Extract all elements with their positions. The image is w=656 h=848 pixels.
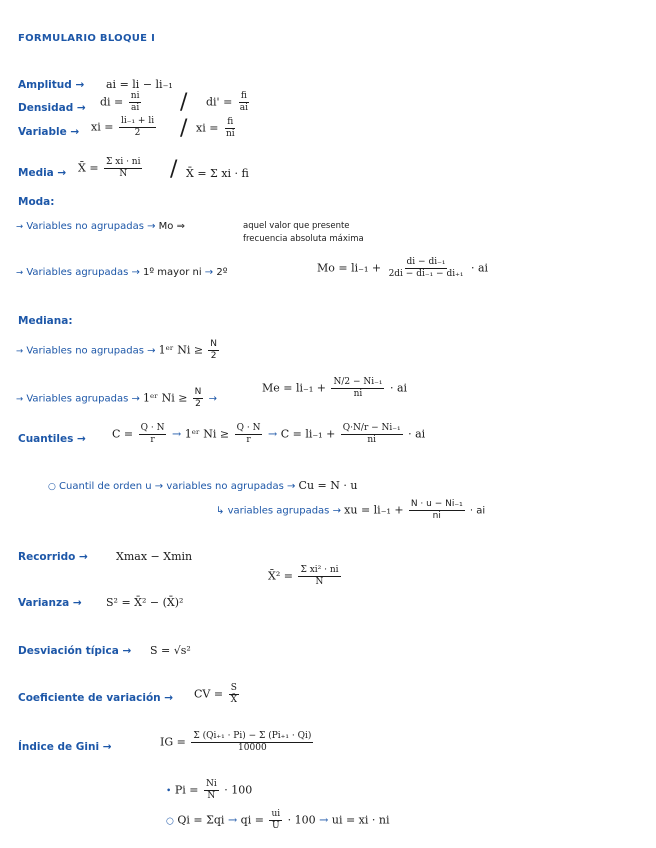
gini-q-den: U — [272, 821, 280, 831]
varianza-label-text: Varianza — [18, 597, 70, 609]
coeficiente-lhs: CV = — [194, 687, 224, 701]
cuantiles-c-den: r — [150, 435, 155, 445]
coeficiente-fraction — [229, 684, 239, 705]
moda-agrupadas-label: Variables agrupadas — [26, 267, 129, 278]
recorrido-label: Recorrido → — [18, 551, 88, 563]
x2-lhs: X̄² = — [268, 569, 293, 583]
variable-formula — [91, 117, 158, 138]
moda-mo-fraction — [387, 258, 466, 279]
gini-label-text: Índice de Gini — [18, 741, 100, 753]
gini-p-tail: · 100 — [224, 783, 253, 797]
slash-divider: / — [180, 116, 188, 141]
mediana-no-agrupadas-num: N — [210, 339, 218, 349]
coeficiente-label-text: Coeficiente de variación — [18, 692, 161, 704]
moda-step2: 2º — [216, 267, 228, 278]
slash-divider: / — [180, 90, 188, 115]
moda-mo-tail: · ai — [470, 261, 489, 275]
densidad-label-text: Densidad — [18, 102, 74, 114]
mediana-no-agrupadas-row: → Variables no agrupadas → 1ᵉʳ Ni ≥ $\frac{N}{2}$ — [16, 339, 218, 361]
variable-alt-lhs: xi = — [196, 121, 219, 135]
cuantiles-cond-den: r — [246, 435, 251, 445]
page-title: FORMULARIO BLOQUE I — [18, 33, 156, 44]
mediana-no-agrupadas-label: Variables no agrupadas — [26, 345, 144, 357]
densidad-alt-num: fi — [240, 91, 247, 101]
variable-alt-num: fi — [227, 117, 234, 127]
desviacion-formula: S = √s² — [150, 644, 191, 657]
cuantiles-cond-num: Q · N — [236, 423, 261, 433]
gini-u-def: ui = xi · ni — [331, 813, 390, 827]
mediana-agrupadas-label: Variables agrupadas — [26, 393, 129, 405]
cuantiles-c-fraction — [139, 424, 167, 445]
cuantiles-c2-den: ni — [367, 435, 377, 445]
gini-p-lhs: Pi = — [174, 783, 199, 797]
moda-agrupadas-row: → Variables agrupadas → 1º mayor ni → 2º — [16, 267, 228, 278]
coeficiente-num: S — [230, 683, 237, 693]
x2-formula — [268, 566, 343, 587]
coeficiente-label: Coeficiente de variación → — [18, 692, 174, 704]
media-alt-formula: X̄ = Σ xi · fi — [186, 167, 249, 180]
densidad-den: ai — [131, 103, 140, 113]
mediana-agrupadas-row: → Variables agrupadas → 1ᵉʳ Ni ≥ $\frac{N}{2}$ → — [16, 387, 217, 409]
cuantiles-c2-fraction — [341, 424, 403, 445]
amplitud-formula: ai = li − li₋₁ — [106, 78, 173, 91]
gini-p-fraction — [204, 780, 219, 801]
densidad-num: ni — [130, 91, 140, 101]
variable-den: 2 — [134, 128, 141, 138]
slash-divider: / — [170, 157, 178, 182]
x2-fraction — [298, 566, 340, 587]
gini-q-num: ui — [271, 809, 281, 819]
mediana-no-agrupadas-fraction — [208, 340, 219, 361]
media-label: Media → — [18, 167, 67, 179]
gini-formula — [160, 732, 315, 753]
desviacion-label: Desviación típica → — [18, 645, 132, 657]
mediana-agrupadas-cond: 1ᵉʳ Ni ≥ — [143, 391, 188, 405]
gini-p-formula: • Pi = $\frac{Ni}{N}$ · 100 — [166, 779, 253, 801]
cuantil-orden-no-agr: variables no agrupadas — [166, 481, 284, 492]
densidad-formula — [100, 92, 143, 113]
gini-den: 10000 — [238, 743, 267, 753]
mediana-no-agrupadas-cond: 1ᵉʳ Ni ≥ — [158, 343, 204, 357]
gini-q-formula: ○ Qi = Σqi → qi = $\frac{ui}{U}$ · 100 → ui = xi · ni — [166, 809, 390, 831]
variable-alt-fraction — [224, 118, 237, 139]
gini-lhs: IG = — [160, 735, 186, 749]
cuantiles-c2-num: Q·N/r − Ni₋₁ — [342, 423, 401, 433]
mediana-me-tail: · ai — [389, 381, 408, 395]
recorrido-label-text: Recorrido — [18, 551, 76, 563]
densidad-lhs: di = — [100, 95, 124, 109]
variable-num: li₋₁ + li — [120, 116, 155, 126]
media-fraction — [104, 158, 142, 179]
media-label-text: Media — [18, 167, 54, 179]
gini-q-fraction — [269, 810, 282, 831]
gini-q-tail: · 100 — [287, 813, 316, 827]
cuantil-orden-agr-tail: · ai — [469, 505, 486, 517]
mediana-agrupadas-cond-den: 2 — [195, 399, 201, 409]
media-den: N — [119, 169, 128, 179]
gini-label: Índice de Gini → — [18, 741, 112, 753]
cuantil-orden-label: Cuantil de orden u — [59, 481, 152, 492]
amplitud-label: Amplitud → — [18, 79, 85, 91]
x2-num: Σ xi² · ni — [300, 565, 339, 575]
gini-fraction — [191, 732, 313, 753]
cuantiles-cond: 1ᵉʳ Ni ≥ — [184, 427, 230, 441]
variable-lhs: xi = — [91, 120, 114, 134]
densidad-alt-den: ai — [239, 103, 249, 113]
varianza-label: Varianza → — [18, 597, 82, 609]
cuantiles-c-num: Q · N — [140, 423, 165, 433]
variable-label: Variable → — [18, 126, 80, 138]
mediana-heading: Mediana: — [18, 315, 73, 327]
cuantiles-c2-lhs: C = li₋₁ + — [280, 427, 336, 441]
moda-mo-num: di − di₋₁ — [406, 257, 446, 267]
moda-mo-den: 2di − di₋₁ − di₊₁ — [388, 269, 464, 279]
mediana-agrupadas-cond-num: N — [194, 387, 202, 397]
variable-fraction — [119, 117, 156, 138]
gini-q-a: Qi = Σqi — [177, 813, 225, 827]
cuantil-orden-no-agr-formula: Cu = N · u — [298, 479, 358, 492]
x2-den: N — [315, 577, 324, 587]
recorrido-formula: Xmax − Xmin — [116, 550, 193, 563]
moda-no-agrupadas-formula: Mo ⇒ — [158, 221, 185, 232]
cuantiles-c-formula: C = $\frac{Q \cdot N}{r}$ → 1ᵉʳ Ni ≥ $\frac{Q \cdot N}{r}$ → C = li₋₁ + $\frac{\text{Q·N/r − Ni₋₁}}{ni}$ · ai — [112, 423, 426, 445]
gini-q-lhs: qi = — [240, 813, 264, 827]
mediana-no-agrupadas-den: 2 — [210, 351, 217, 361]
mediana-formula — [262, 378, 407, 399]
media-num: Σ xi · ni — [106, 157, 141, 167]
variable-alt-den: ni — [225, 129, 235, 139]
moda-step1: 1º mayor ni — [143, 267, 202, 278]
cuantil-orden-agr-fraction — [409, 500, 465, 521]
cuantil-orden-row: ○ Cuantil de orden u → variables no agrupadas → Cu = N · u — [48, 479, 358, 492]
gini-p-num: Ni — [205, 779, 217, 789]
densidad-alt-formula — [206, 92, 252, 113]
cuantil-orden-agr-lhs: xu = li₋₁ + — [344, 503, 404, 517]
moda-no-agrupadas-desc-1: aquel valor que presente — [243, 221, 350, 231]
amplitud-label-text: Amplitud — [18, 79, 72, 91]
mediana-me-den: ni — [353, 389, 363, 399]
moda-mo-lhs: Mo = li₋₁ + — [317, 261, 382, 275]
densidad-alt-lhs: di' = — [206, 95, 233, 109]
mediana-me-lhs: Me = li₋₁ + — [262, 381, 326, 395]
densidad-alt-fraction — [238, 92, 250, 113]
cuantil-orden-agr-den: ni — [432, 511, 441, 521]
media-lhs: X̄ = — [78, 161, 99, 175]
cuantil-orden-agr: variables agrupadas — [227, 505, 330, 517]
gini-num: Σ (Qi₊₁ · Pi) − Σ (Pi₊₁ · Qi) — [193, 731, 312, 741]
densidad-label: Densidad → — [18, 102, 86, 114]
variable-label-text: Variable — [18, 126, 67, 138]
cuantil-orden-agr-num: N · u − Ni₋₁ — [410, 499, 463, 509]
media-formula — [78, 158, 144, 179]
mediana-me-fraction — [331, 378, 384, 399]
moda-no-agrupadas-desc-2: frecuencia absoluta máxima — [243, 234, 364, 244]
mediana-agrupadas-cond-fraction — [193, 388, 204, 409]
cuantiles-c2-tail: · ai — [408, 427, 426, 441]
densidad-fraction — [129, 92, 142, 113]
cuantiles-c-lhs: C = — [112, 427, 134, 441]
gini-p-den: N — [207, 791, 216, 801]
varianza-formula: S² = X̄² − (X̄)² — [106, 596, 184, 609]
coeficiente-den: X̄ — [230, 695, 237, 705]
moda-no-agrupadas-row: → Variables no agrupadas → Mo ⇒ — [16, 221, 185, 232]
coeficiente-formula — [194, 684, 241, 705]
moda-heading: Moda: — [18, 196, 55, 208]
mediana-me-num: N/2 − Ni₋₁ — [333, 377, 383, 387]
moda-formula — [317, 258, 488, 279]
moda-no-agrupadas-label: Variables no agrupadas — [26, 221, 144, 232]
desviacion-label-text: Desviación típica — [18, 645, 119, 657]
cuantiles-label-text: Cuantiles — [18, 433, 74, 445]
cuantil-orden-agr-row: ↳ variables agrupadas → xu = li₋₁ + $\frac{\text{N · u − Ni₋₁}}{ni}$ · ai — [216, 499, 486, 521]
cuantiles-cond-fraction — [235, 424, 263, 445]
cuantiles-label: Cuantiles → — [18, 433, 86, 445]
variable-alt-formula — [196, 118, 239, 139]
